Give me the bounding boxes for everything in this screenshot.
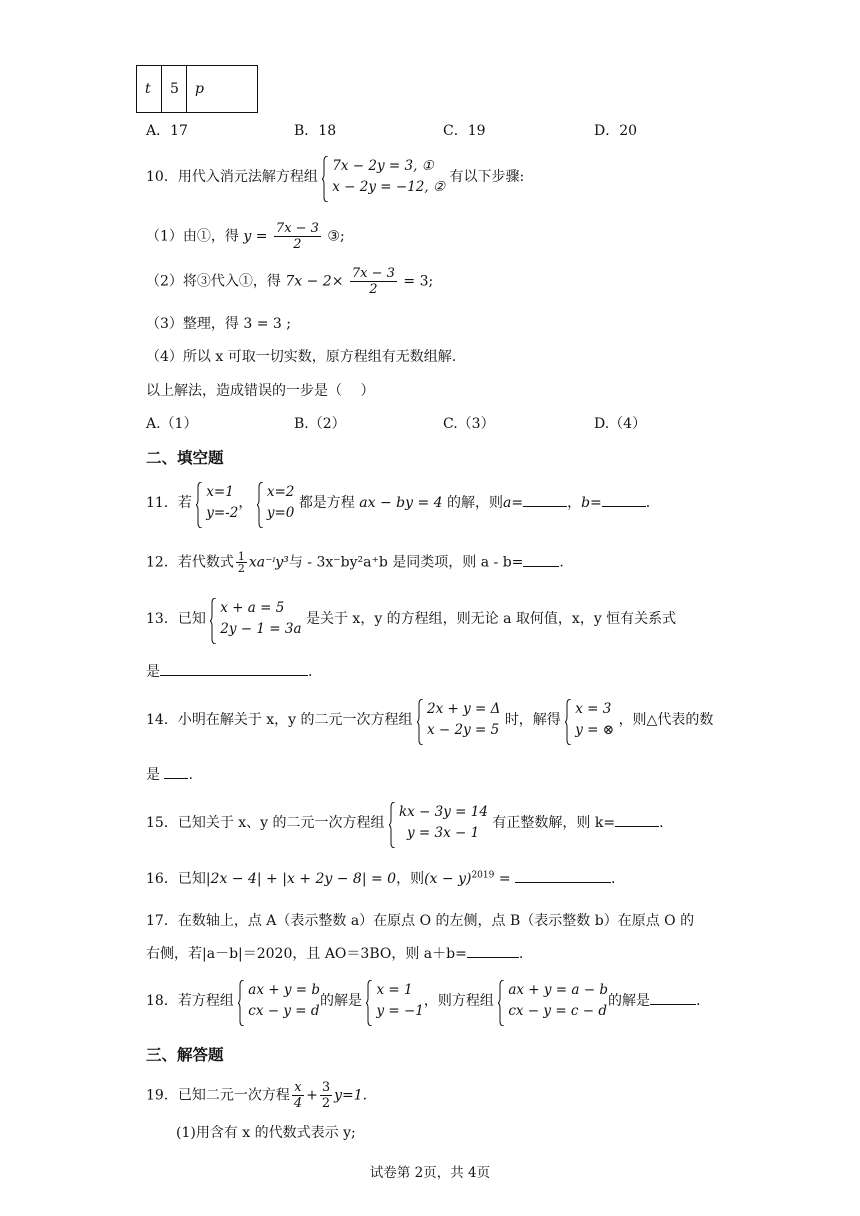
step2-text: （2）将③代入①，得 <box>146 273 281 290</box>
q10-eq2: x − 2y = −12, ② <box>332 179 446 195</box>
q10-step2 <box>146 266 433 297</box>
q13-eq1: x + a = 5 <box>220 600 285 616</box>
q13-suffix: 是关于 x，y 的方程组，则无论 a 取何值，x，y 恒有关系式 <box>305 611 677 627</box>
answer-blank[interactable] <box>515 868 611 883</box>
answer-blank[interactable] <box>602 492 646 507</box>
question-16 <box>146 868 615 888</box>
q14-end: . <box>188 767 193 783</box>
fraction-numerator: 7x − 3 <box>275 221 319 236</box>
answer-blank[interactable] <box>650 990 696 1005</box>
step2-lhs: 7x − 2× <box>285 273 344 290</box>
q16-eq: = <box>498 871 511 887</box>
q14-line2 <box>146 764 193 784</box>
question-11 <box>146 482 650 524</box>
q19-subquestion-1: (1)用含有 x 的代数式表示 y; <box>176 1125 356 1141</box>
q10-step1 <box>146 221 345 252</box>
q10-option-b[interactable]: B.（2） <box>294 416 346 432</box>
q11-s1a: x=1 <box>206 484 234 500</box>
q10-eq1: 7x − 2y = 3, ① <box>332 158 434 174</box>
question-13 <box>146 598 676 640</box>
q14-suffix: ，则△代表的数 <box>618 712 714 728</box>
section-heading-fill-in: 二、填空题 <box>146 448 224 467</box>
answer-blank[interactable] <box>523 492 567 507</box>
answer-blank[interactable] <box>164 764 188 779</box>
q11-s2a: x=2 <box>266 484 295 500</box>
q11-prefix: 11．若 <box>146 495 192 511</box>
q11-solution1 <box>196 482 238 524</box>
q11-post: 的解，则 <box>447 495 504 511</box>
q16-end: . <box>611 871 616 887</box>
q9-option-b[interactable]: B．18 <box>294 123 337 139</box>
fraction-denominator: 2 <box>237 562 245 575</box>
q13-line2-text: 是 <box>146 664 160 680</box>
q11-b-label: b= <box>581 495 602 511</box>
brace-icon <box>389 802 396 848</box>
step2-post: = 3; <box>403 273 434 290</box>
question-17-line2 <box>146 943 523 963</box>
q15-suffix: 有正整数解，则 k= <box>492 815 616 831</box>
fraction-denominator: 2 <box>321 1096 331 1111</box>
q11-sep: ， <box>567 495 582 511</box>
q11-a-label: a= <box>503 495 524 511</box>
q15-end: . <box>659 815 664 831</box>
brace-icon <box>322 156 329 202</box>
fraction-numerator: 1 <box>237 550 245 563</box>
q14-system <box>417 699 500 741</box>
answer-table <box>136 65 258 113</box>
step1-post: ③; <box>327 228 345 245</box>
question-12 <box>146 551 564 574</box>
q15-eq1: kx − 3y = 14 <box>398 804 488 820</box>
answer-blank[interactable] <box>523 552 559 567</box>
q19-fraction2 <box>320 1080 332 1111</box>
question-14 <box>146 699 713 741</box>
step1-fraction <box>274 221 321 252</box>
brace-icon <box>565 699 572 745</box>
q14-prefix: 14．小明在解关于 x，y 的二元一次方程组 <box>146 712 413 728</box>
q17-line2-text: 右侧，若|a－b|＝2020，且 AO＝3BO，则 a＋b= <box>146 946 467 962</box>
brace-icon <box>417 699 424 745</box>
table-cell: 5 <box>162 66 187 113</box>
answer-blank[interactable] <box>615 812 659 827</box>
q12-prefix: 12．若代数式 <box>146 554 234 571</box>
fraction-denominator: 2 <box>369 282 378 297</box>
q14-line2-text: 是 <box>146 767 160 783</box>
step1-lhs: y = <box>243 228 268 245</box>
q16-prefix: 16．已知 <box>146 871 206 887</box>
step2-fraction <box>350 266 397 297</box>
q19-plus: + <box>306 1087 318 1104</box>
q14-s1: x = 3 <box>575 701 612 717</box>
q15-system <box>389 802 488 844</box>
q18-end: . <box>696 993 701 1009</box>
q11-s2b: y=0 <box>266 505 295 521</box>
q10-step3: （3）整理，得 3 = 3 ; <box>146 316 291 332</box>
table-cell: t <box>137 66 162 113</box>
question-10 <box>146 156 524 198</box>
q11-comma: ， <box>238 495 253 511</box>
fraction-denominator: 4 <box>293 1096 303 1111</box>
q11-mid: 都是方程 <box>298 495 355 511</box>
q18-eq4: cx − y = c − d <box>508 1003 608 1019</box>
q10-option-c[interactable]: C.（3） <box>443 416 495 432</box>
q10-step4: （4）所以 x 可取一切实数，原方程组有无数组解. <box>146 349 457 365</box>
answer-blank[interactable] <box>467 943 519 958</box>
q16-power-base: (x − y) <box>424 871 472 887</box>
step1-text: （1）由①，得 <box>146 228 239 245</box>
q10-option-a[interactable]: A.（1） <box>146 416 198 432</box>
brace-icon <box>498 980 505 1026</box>
table-row <box>137 66 258 113</box>
q14-s2: y = ⊗ <box>575 722 615 738</box>
q12-mid: 与 - 3x⁻by²a⁺b 是同类项，则 a - b= <box>288 554 524 571</box>
q19-fraction1 <box>292 1080 304 1111</box>
fraction-numerator: 3 <box>321 1080 331 1095</box>
q18-mid2: ，则方程组 <box>423 993 494 1009</box>
q14-eq2: x − 2y = 5 <box>426 722 500 738</box>
q9-option-d[interactable]: D．20 <box>594 123 638 139</box>
q9-option-a[interactable]: A．17 <box>146 123 188 139</box>
q16-mid: ，则 <box>396 871 425 887</box>
q18-system2 <box>498 980 608 1022</box>
q18-s2: y = −1 <box>376 1003 424 1019</box>
q13-end: . <box>308 664 313 680</box>
q11-s1b: y=-2 <box>206 505 239 521</box>
q9-option-c[interactable]: C．19 <box>443 123 486 139</box>
fraction-denominator: 2 <box>293 237 302 252</box>
q15-prefix: 15．已知关于 x、y 的二元一次方程组 <box>146 815 385 831</box>
q10-suffix: 有以下步骤: <box>449 169 525 185</box>
question-18 <box>146 980 700 1022</box>
brace-icon <box>196 482 203 528</box>
q10-question: 以上解法，造成错误的一步是（ ） <box>146 383 375 399</box>
q11-equation: ax − by = 4 <box>359 495 443 511</box>
question-15 <box>146 802 664 844</box>
q10-prefix: 10．用代入消元法解方程组 <box>146 169 318 185</box>
fraction-numerator: 7x − 3 <box>351 266 395 281</box>
q18-mid3: 的解是 <box>608 993 650 1009</box>
q14-mid: 时，解得 <box>504 712 561 728</box>
q10-system <box>322 156 445 198</box>
q18-eq3: ax + y = a − b <box>508 982 608 998</box>
brace-icon <box>238 980 245 1026</box>
brace-icon <box>210 598 217 644</box>
answer-blank[interactable] <box>160 661 308 676</box>
q13-prefix: 13．已知 <box>146 611 206 627</box>
q10-option-d[interactable]: D.（4） <box>594 416 647 432</box>
q12-end: . <box>559 554 564 571</box>
q18-system1 <box>238 980 320 1022</box>
q13-system <box>210 598 301 640</box>
q13-eq2: 2y − 1 = 3a <box>220 621 302 637</box>
q14-eq1: 2x + y = Δ <box>426 701 501 717</box>
q18-s1: x = 1 <box>376 982 413 998</box>
question-17-line1: 17．在数轴上，点 A（表示整数 a）在原点 O 的左侧，点 B（表示整数 b）在原点 O 的 <box>146 913 695 929</box>
page-footer: 试卷第 2页，共 4页 <box>369 1165 491 1181</box>
q11-end: . <box>645 495 651 511</box>
q12-expr1: xa⁻ᶦy³ <box>248 554 289 571</box>
q18-eq1: ax + y = b <box>248 982 320 998</box>
brace-icon <box>366 980 373 1026</box>
q19-prefix: 19．已知二元一次方程 <box>146 1087 290 1104</box>
question-19 <box>146 1080 367 1111</box>
q18-mid1: 的解是 <box>320 993 362 1009</box>
fraction-numerator: x <box>292 1080 304 1096</box>
brace-icon <box>257 482 264 528</box>
q15-eq2: y = 3x − 1 <box>406 825 480 841</box>
q16-power-exp: 2019 <box>471 870 495 881</box>
q11-solution2 <box>257 482 295 524</box>
section-heading-answer: 三、解答题 <box>146 1045 224 1064</box>
q18-solution <box>366 980 423 1022</box>
q13-line2 <box>146 661 312 681</box>
q17-end: . <box>518 946 524 962</box>
table-cell: p <box>187 66 258 113</box>
q16-expr: |2x − 4| + |x + 2y − 8| = 0 <box>205 871 397 887</box>
q14-solution <box>565 699 614 741</box>
q18-eq2: cx − y = d <box>248 1003 320 1019</box>
q12-fraction <box>236 551 247 574</box>
q18-prefix: 18．若方程组 <box>146 993 234 1009</box>
q19-post: y=1. <box>334 1087 368 1104</box>
